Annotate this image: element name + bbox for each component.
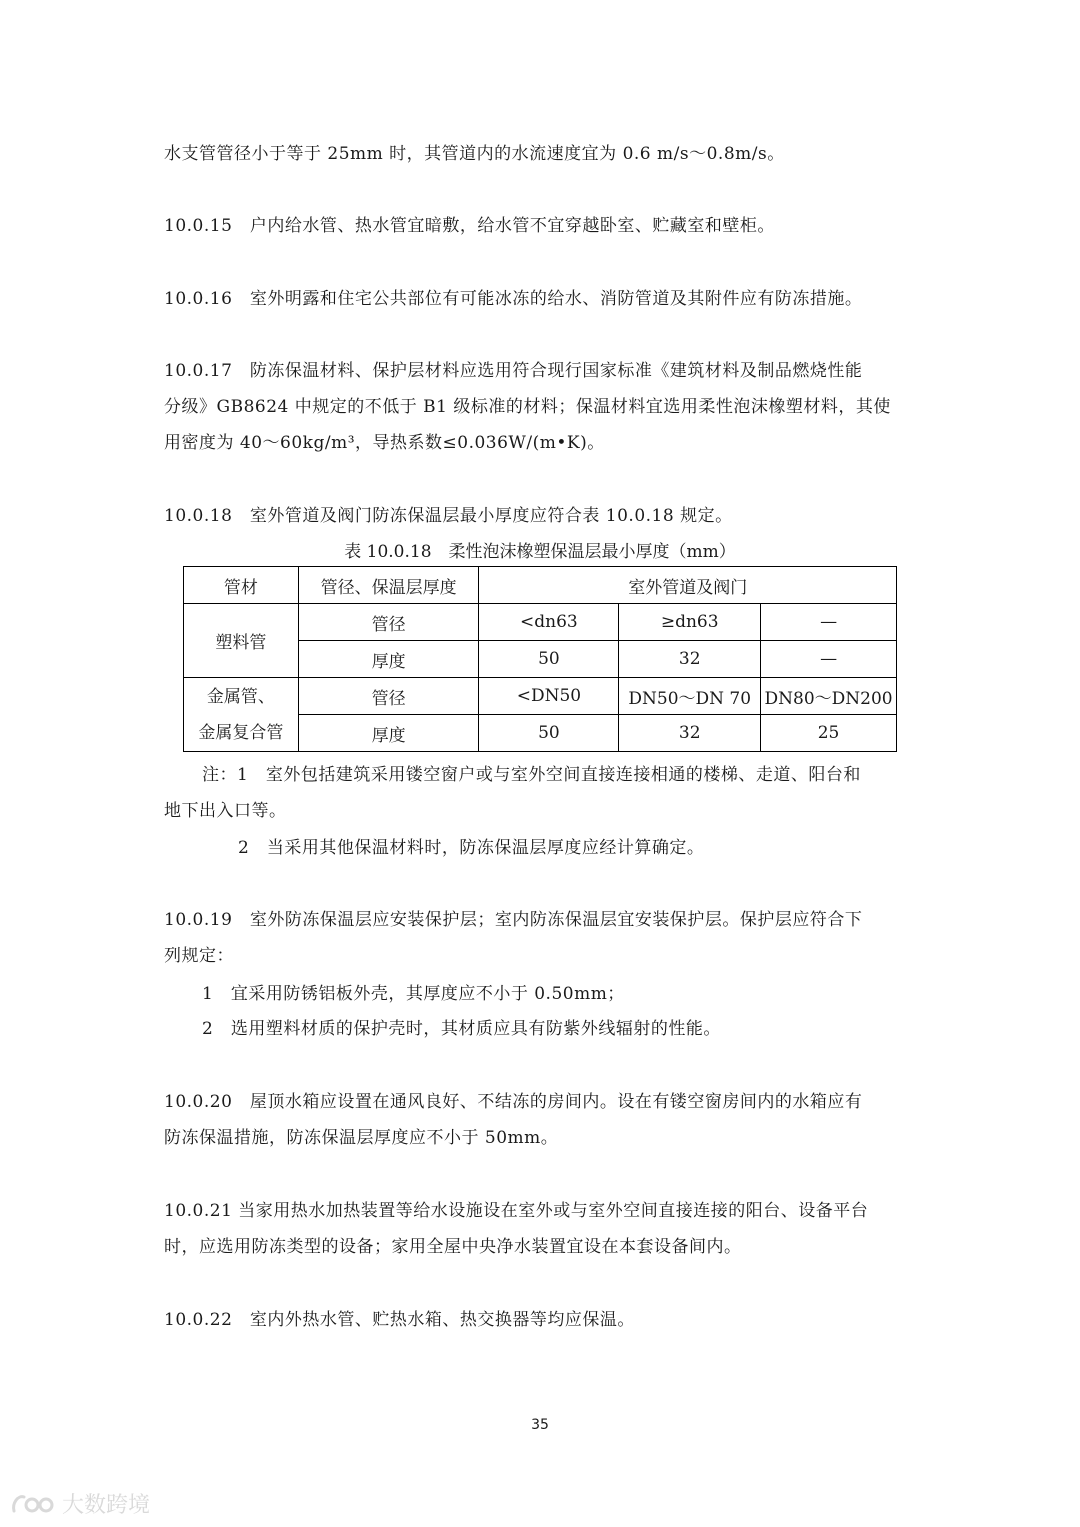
clause-10-0-19-item-2: 2 选用塑料材质的保护壳时，其材质应具有防紫外线辐射的性能。 [202, 1019, 721, 1039]
clause-10-0-15 [164, 208, 920, 244]
text-line: 10.0.16 室外明露和住宅公共部位有可能冰冻的给水、消防管道及其附件应有防冻措施。 [164, 289, 863, 309]
metal-pipe-cell [184, 678, 299, 752]
header-material: 管材 [184, 567, 299, 604]
clause-10-0-16 [164, 281, 920, 317]
text-line: 10.0.20 屋顶水箱应设置在通风良好、不结冻的房间内。设在有镂空窗房间内的水箱应有 [164, 1092, 863, 1112]
table-caption: 表 10.0.18 柔性泡沫橡塑保温层最小厚度（mm） [344, 542, 736, 562]
watermark [10, 1488, 150, 1519]
clause-10-0-20 [164, 1084, 920, 1156]
watermark-logo-icon [10, 1489, 56, 1519]
text-line: 列规定： [164, 946, 234, 966]
page-number: 35 [531, 1417, 549, 1433]
table-cell: — [761, 641, 897, 678]
table-header-row [184, 567, 897, 604]
table-note-2: 2 当采用其他保温材料时，防冻保温层厚度应经计算确定。 [238, 838, 705, 858]
table-cell: <dn63 [479, 604, 619, 641]
text-line: 10.0.15 户内给水管、热水管宜暗敷，给水管不宜穿越卧室、贮藏室和壁柜。 [164, 216, 775, 236]
text-line: 防冻保温措施，防冻保温层厚度应不小于 50mm。 [164, 1128, 559, 1148]
metal-pipe-name-line1: 金属管、 [206, 686, 275, 707]
table-cell: 25 [761, 715, 897, 752]
text-line: 10.0.21 当家用热水加热装置等给水设施设在室外或与室外空间直接连接的阳台、设备平台 [164, 1201, 869, 1221]
clause-10-0-17 [164, 353, 920, 461]
text-line: 用密度为 40～60kg/m³，导热系数≤0.036W/(m•K)。 [164, 433, 605, 453]
table-note-1-line1: 注：1 室外包括建筑采用镂空窗户或与室外空间直接连接相通的楼梯、走道、阳台和 [202, 765, 861, 785]
table-cell: ≥dn63 [619, 604, 761, 641]
table-cell: 50 [479, 715, 619, 752]
table-cell: 32 [619, 715, 761, 752]
table-cell: 50 [479, 641, 619, 678]
table-cell: DN80～DN200 [761, 678, 897, 715]
table-cell: DN50～DN 70 [619, 678, 761, 715]
row-label: 厚度 [298, 641, 479, 678]
paragraph-continuation [164, 136, 920, 172]
text-line: 时，应选用防冻类型的设备；家用全屋中央净水装置宜设在本套设备间内。 [164, 1237, 742, 1257]
text-line: 10.0.19 室外防冻保温层应安装保护层；室内防冻保温层宜安装保护层。保护层应符合下 [164, 910, 863, 930]
table-row [184, 678, 897, 715]
clause-10-0-22 [164, 1302, 920, 1338]
metal-pipe-name-line2: 金属复合管 [198, 722, 284, 743]
text-line: 10.0.22 室内外热水管、贮热水箱、热交换器等均应保温。 [164, 1310, 635, 1330]
table-row [184, 604, 897, 641]
row-label: 管径 [298, 678, 479, 715]
clause-10-0-19-item-1: 1 宜采用防锈铝板外壳，其厚度应不小于 0.50mm； [202, 984, 625, 1004]
table-cell: 32 [619, 641, 761, 678]
insulation-thickness-table [183, 566, 897, 752]
clause-10-0-18 [164, 498, 920, 534]
text-line: 10.0.17 防冻保温材料、保护层材料应选用符合现行国家标准《建筑材料及制品燃烧性能 [164, 361, 863, 381]
clause-10-0-21 [164, 1193, 920, 1265]
watermark-text: 大数跨境 [62, 1493, 151, 1518]
text-line: 水支管管径小于等于 25mm 时，其管道内的水流速度宜为 0.6 m/s～0.8m/s。 [164, 144, 785, 164]
clause-10-0-19 [164, 902, 920, 974]
table-cell: — [761, 604, 897, 641]
row-label: 厚度 [298, 715, 479, 752]
plastic-pipe-cell: 塑料管 [184, 604, 299, 678]
row-label: 管径 [298, 604, 479, 641]
table-note-1-line2: 地下出入口等。 [164, 801, 287, 821]
header-outdoor: 室外管道及阀门 [479, 567, 897, 604]
table-cell: <DN50 [479, 678, 619, 715]
header-dimension: 管径、保温层厚度 [298, 567, 479, 604]
text-line: 分级》GB8624 中规定的不低于 B1 级标准的材料；保温材料宜选用柔性泡沫橡塑材料，其使 [164, 397, 891, 417]
text-line: 10.0.18 室外管道及阀门防冻保温层最小厚度应符合表 10.0.18 规定。 [164, 506, 733, 526]
